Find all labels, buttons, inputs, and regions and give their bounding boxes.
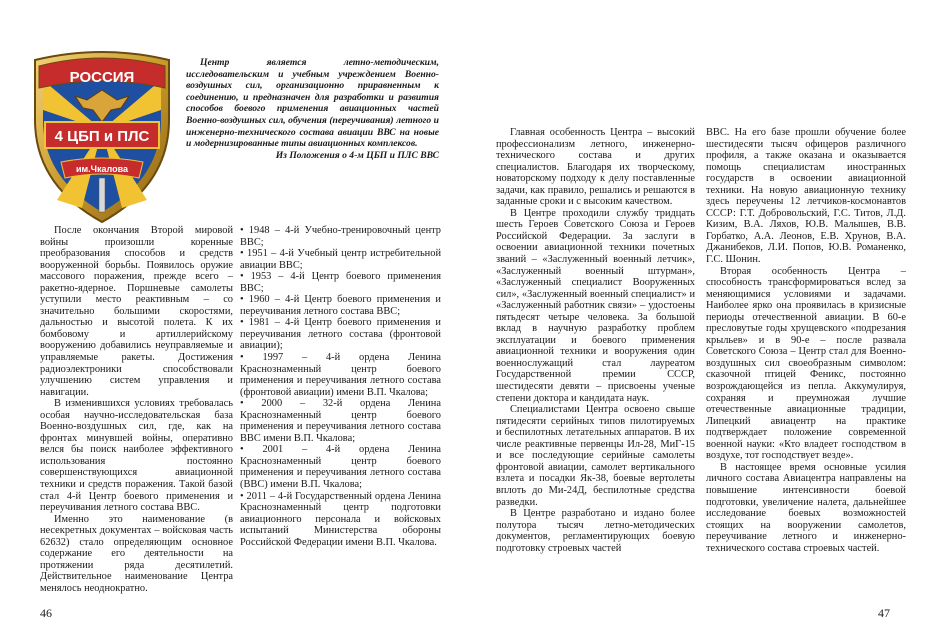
timeline-item: • 1948 – 4-й Учебно-тренировочный центр ВВС;	[240, 225, 441, 248]
emblem-top-text: РОССИЯ	[69, 69, 135, 86]
emblem-center-text: 4 ЦБП и ПЛС	[54, 128, 150, 145]
paragraph: Вторая особенность Центра – способность трансформироваться вслед за меняющимися условиями и задачами. Наиболее ярко она проявилась в кризисные периоды отечественной авиации. В 60-е пресловутые годы хрущевского «подрезания крыльев» и в 90-е – после развала Советского Союза – Центр стал для Военно-воздушных сил своеобразным символом: сказочной птицей Феникс, постоянно возрождающейся из пепла. Аккумулируя, сохраняя и преумножая лучшие отечественные авиационные традиции, Липецкий авиацентр на практике подтверждает положение современной военной науки: «Кто владеет господством в воздухе, тот господствует везде».	[706, 265, 906, 462]
right-column-2	[706, 127, 906, 554]
timeline-item: • 2001 – 4-й ордена Ленина Краснознаменный центр боевого применения и переучивания летного состава (ВВС) имени В.П. Чкалова;	[240, 444, 441, 490]
timeline-item: • 1953 – 4-й Центр боевого применения ВВС;	[240, 271, 441, 294]
paragraph: В Центре разработано и издано более полутора тысяч летно-методических документов, регламентирующих боевую подготовку строевых частей	[496, 508, 695, 554]
timeline-item: • 2011 – 4-й Государственный ордена Ленина Краснознаменный центр подготовки авиационного персонала и войсковых испытаний Министерства обороны Российской Федерации имени В.П. Чкалова.	[240, 491, 441, 549]
paragraph: После окончания Второй мировой войны произошли коренные преобразования способов и средств вооруженной борьбы. Появилось оружие массового поражения, прежде всего – ракетно-ядерное. Поршневые самолеты уступили место реактивным – со значительно большими скоростями, дальностью и высотой полета. К их бомбовому и артиллерийскому вооружению добавились неуправляемые и управляемые ракеты. Достижения радиоэлектроники способствовали улучшению систем управления и навигации.	[40, 225, 233, 398]
paragraph: В Центре проходили службу тридцать шесть Героев Советского Союза и Героев Российской Федерации. За заслуги в освоении авиационной техники почетных званий – «Заслуженный военный летчик», «Заслуженный военный штурман», «Заслуженный специалист Вооруженных сил», «Заслуженный военный специалист» и «Заслуженный работник связи» – удостоены пятьдесят четыре человека. За большой вклад в научную разработку проблем эксплуатации и боевого применения авиационной техники и вооружения один военнослужащий стал лауреатом Государственной премии СССР, шестидесяти девяти – присвоены ученые степени доктора и кандидата наук.	[496, 207, 695, 404]
epigraph-source: Из Положения о 4-м ЦБП и ПЛС ВВС	[275, 149, 439, 161]
page-number: 46	[40, 606, 52, 620]
paragraph: ВВС. На его базе прошли обучение более шестидесяти тысяч офицеров различного профиля, а также оказана и оказывается помощь специалистам иностранных государств в освоении авиационной техники. На новую авиационную технику здесь переучены 12 летчиков-космонавтов СССР: Г.Т. Добровольский, Г.С. Титов, Л.Д. Кизим, В.А. Ляхов, Ю.В. Малышев, В.В. Горбатко, А.А. Леонов, Е.В. Хрунов, В.А. Джанибеков, Л.И. Попов, Ю.В. Романенко, Г.С. Шонин.	[706, 127, 906, 266]
left-page	[0, 0, 467, 624]
paragraph: Специалистами Центра освоено свыше пятидесяти серийных типов пилотируемых и беспилотных летательных аппаратов. В их числе реактивные первенцы Ил-28, МиГ-15 и все последующие серийные самолеты фронтовой авиации, самолет вертикального взлета и посадки Як-38, боевые вертолеты вплоть до Ми-24Д, беспилотные средства разведки.	[496, 404, 695, 508]
paragraph: В изменившихся условиях требовалась особая научно-исследовательская база Военно-воздушных сил, где, как на фронтах минувшей войны, оперативно велся бы поиск наиболее эффективного использования постоянно совершенствующихся авиационной техники и средств поражения. Такой базой стал 4-й Центр боевого применения и переучивания летного состава ВВС.	[40, 398, 233, 514]
page-number: 47	[878, 606, 890, 620]
right-column-1	[496, 127, 695, 554]
timeline-item: • 1960 – 4-й Центр боевого применения и переучивания летного состава ВВС;	[240, 294, 441, 317]
paragraph: В настоящее время основные усилия личного состава Авиацентра направлены на повышение интенсивности боевой подготовки, увеличение налета, дальнейшее исследование боевых возможностей стоящих на вооружении самолетов, переучивание летного и инженерно-технического состава строевых частей.	[706, 461, 906, 554]
timeline-item: • 1981 – 4-й Центр боевого применения и переучивания летного состава (фронтовой авиации);	[240, 317, 441, 352]
left-column-2-timeline	[240, 225, 441, 548]
right-page	[468, 0, 935, 624]
epigraph-quote	[186, 57, 439, 161]
paragraph: Главная особенность Центра – высокий профессионализм летного, инженерно-технического состава и других специалистов. Благодаря их творческому, новаторскому подходу к делу поставленные задачи, как правило, решались и решаются в заданные сроки и с высоким качеством.	[496, 127, 695, 208]
emblem-shield-icon	[27, 50, 177, 226]
paragraph: Именно это наименование (в несекретных документах – войсковая часть 62632) стало определяющим основное содержание его деятельности на протяжении ряда десятилетий. Действительное наименование Центра менялось неоднократно.	[40, 513, 233, 594]
emblem-bottom-text: им.Чкалова	[75, 164, 129, 174]
timeline-item: • 1997 – 4-й ордена Ленина Краснознаменный центр боевого применения и переучивания летного состава (фронтовой авиации) имени В.П. Чкалова;	[240, 352, 441, 398]
left-column-1	[40, 225, 233, 595]
epigraph-text: Центр является летно-методическим, исследовательским и учебным учреждением Военно-воздушных сил, организационно приравненным к соединению, и предназначен для разработки и развития способов боевого применения авиационных частей Военно-воздушных сил, обучения (переучивания) летного и инженерно-технического состава авиации ВВС на новые и модернизированные типы авиационных комплексов.	[186, 57, 439, 150]
timeline-item: • 1951 – 4-й Учебный центр истребительной авиации ВВС;	[240, 248, 441, 271]
timeline-item: • 2000 – 32-й ордена Ленина Краснознаменный центр боевого применения и переучивания летного состава ВВС имени В.П. Чкалова;	[240, 398, 441, 444]
